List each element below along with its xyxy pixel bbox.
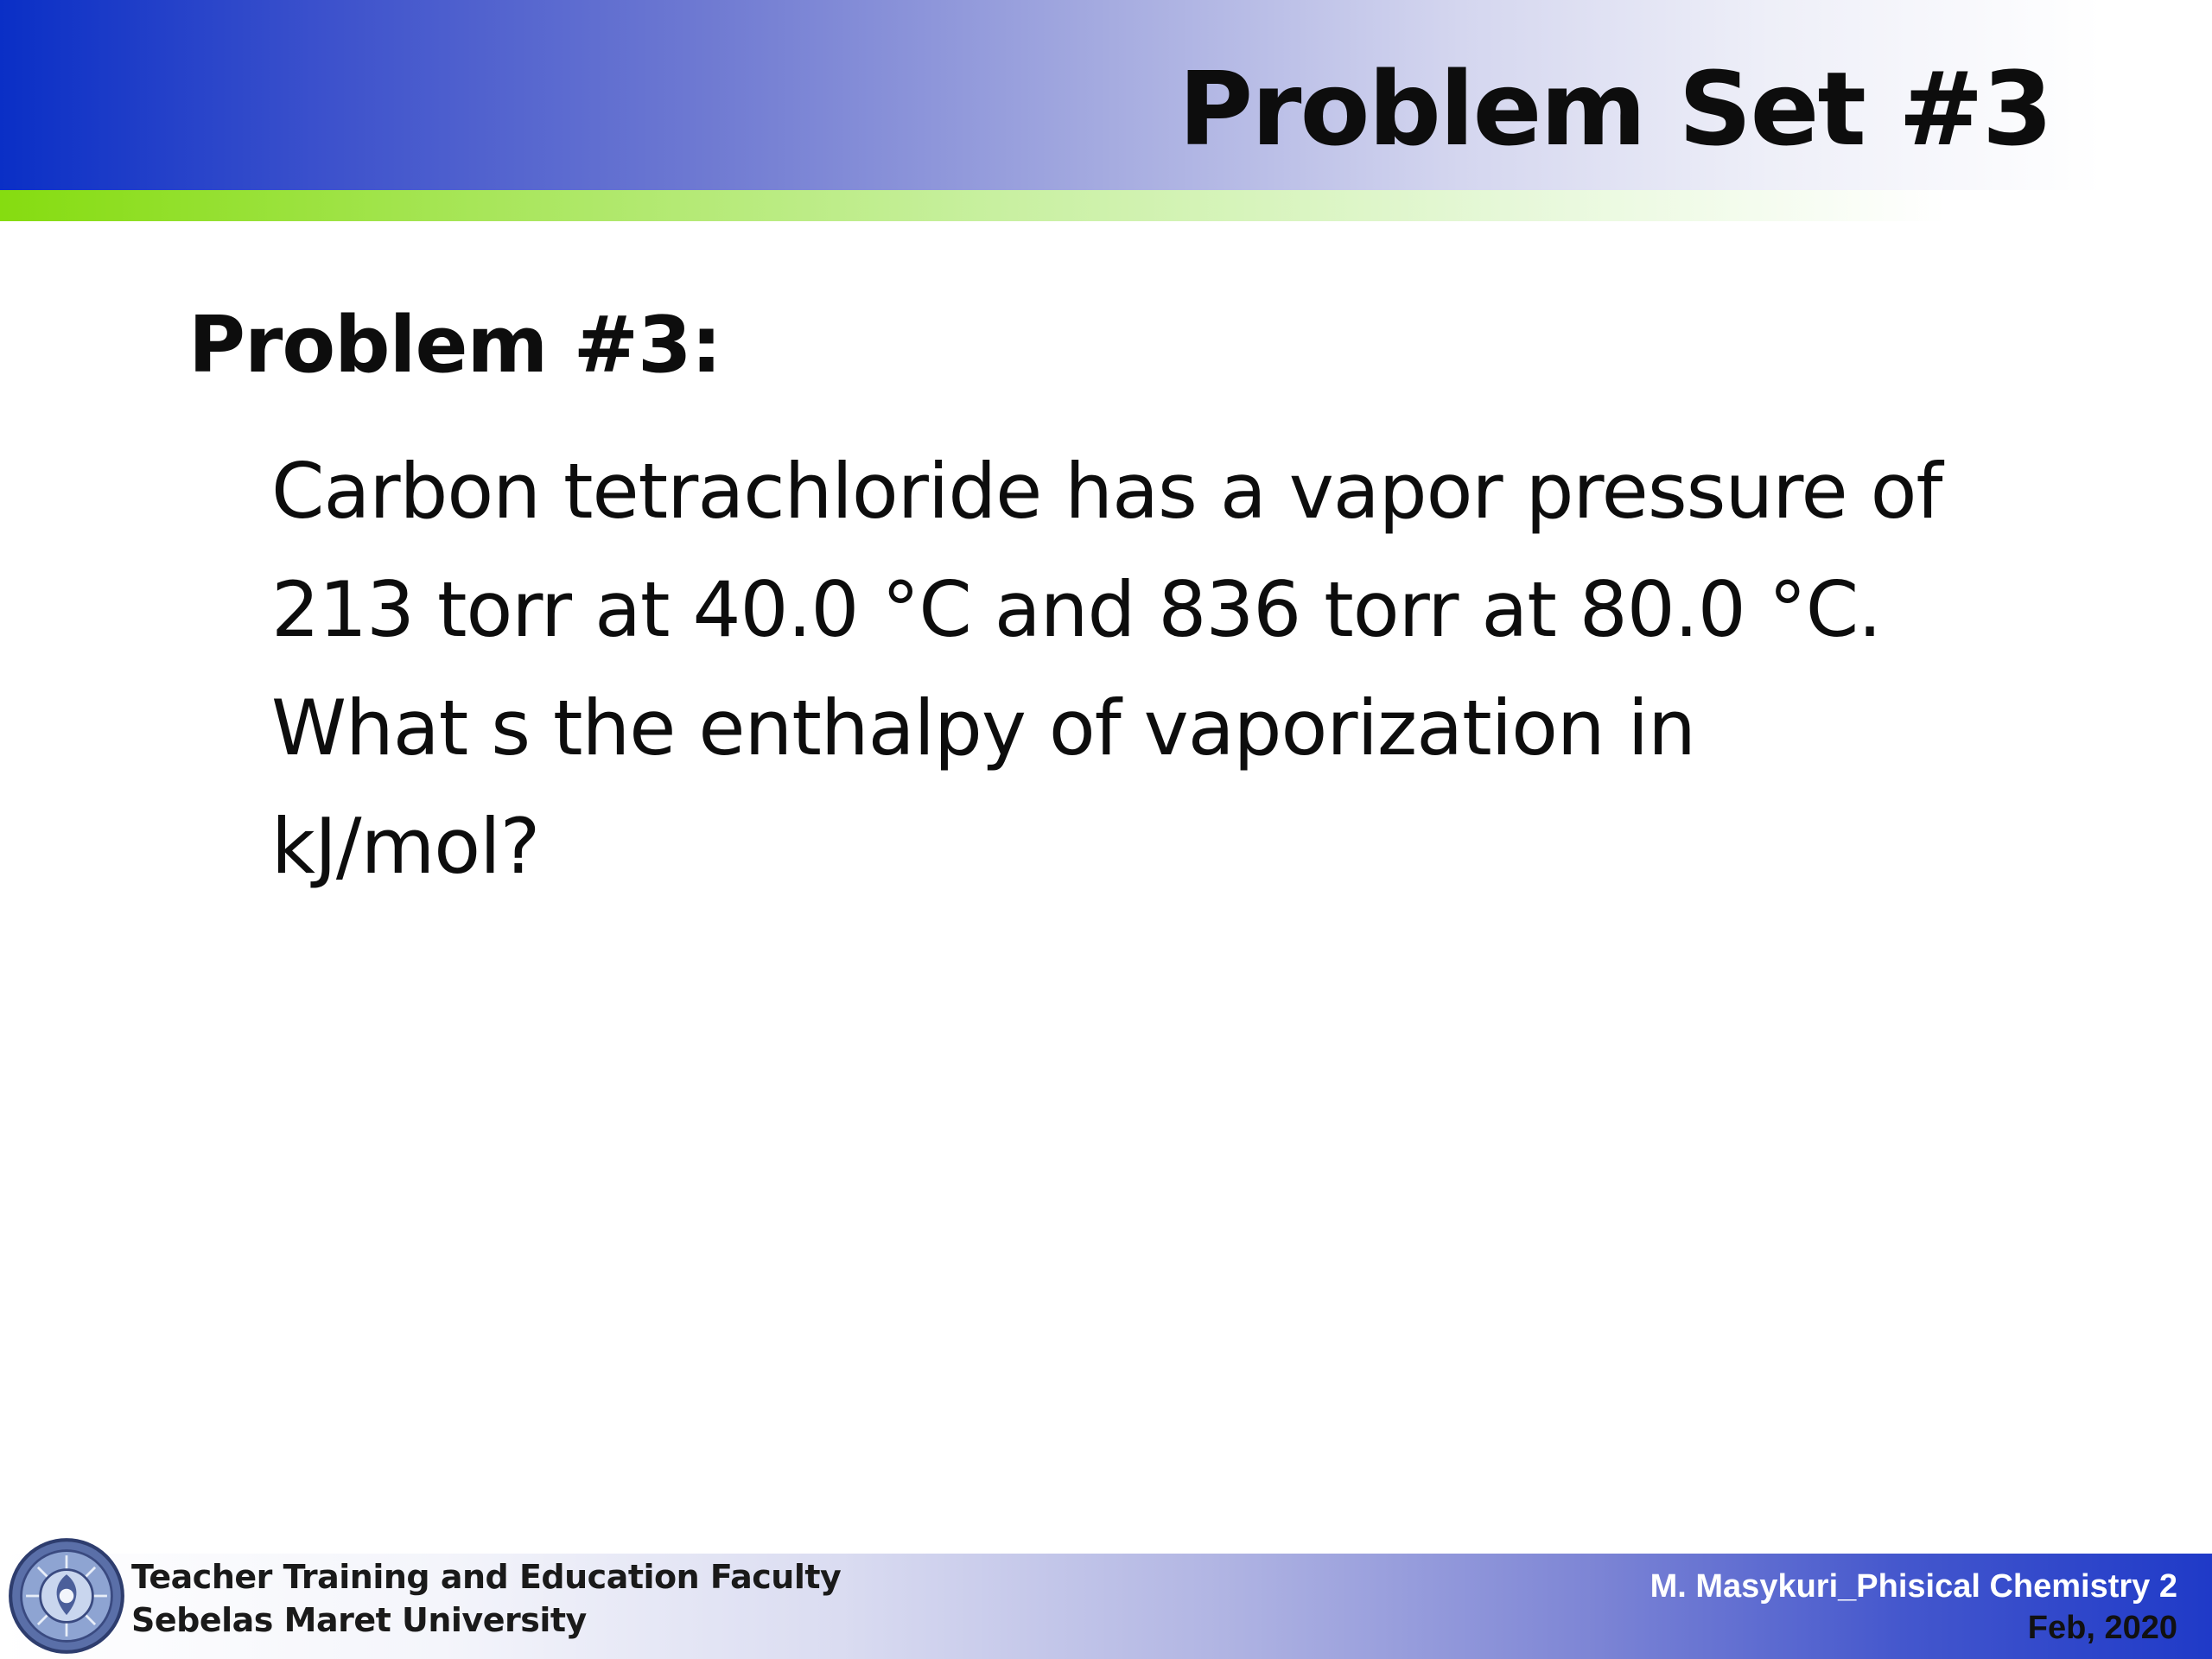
author-course: M. Masykuri_Phisical Chemistry 2	[1649, 1568, 2177, 1605]
problem-line: What s the enthalpy of vaporization in	[271, 683, 1695, 772]
problem-line: 213 torr at 40.0 °C and 836 torr at 80.0 °C.	[271, 565, 1882, 654]
author-info	[1650, 1566, 2177, 1649]
problem-heading: Problem #3:	[188, 300, 721, 391]
date-label: Feb, 2020	[2027, 1610, 2177, 1646]
university-name: Sebelas Maret University	[131, 1601, 587, 1639]
faculty-info	[131, 1555, 841, 1642]
university-seal-icon	[7, 1536, 126, 1656]
problem-line: Carbon tetrachloride has a vapor pressure of	[271, 447, 1942, 536]
slide-title: Problem Set #3	[1178, 49, 2051, 168]
problem-text	[271, 432, 2129, 906]
faculty-name: Teacher Training and Education Faculty	[131, 1558, 842, 1596]
accent-stripe	[0, 190, 2212, 221]
problem-line: kJ/mol?	[271, 802, 540, 891]
